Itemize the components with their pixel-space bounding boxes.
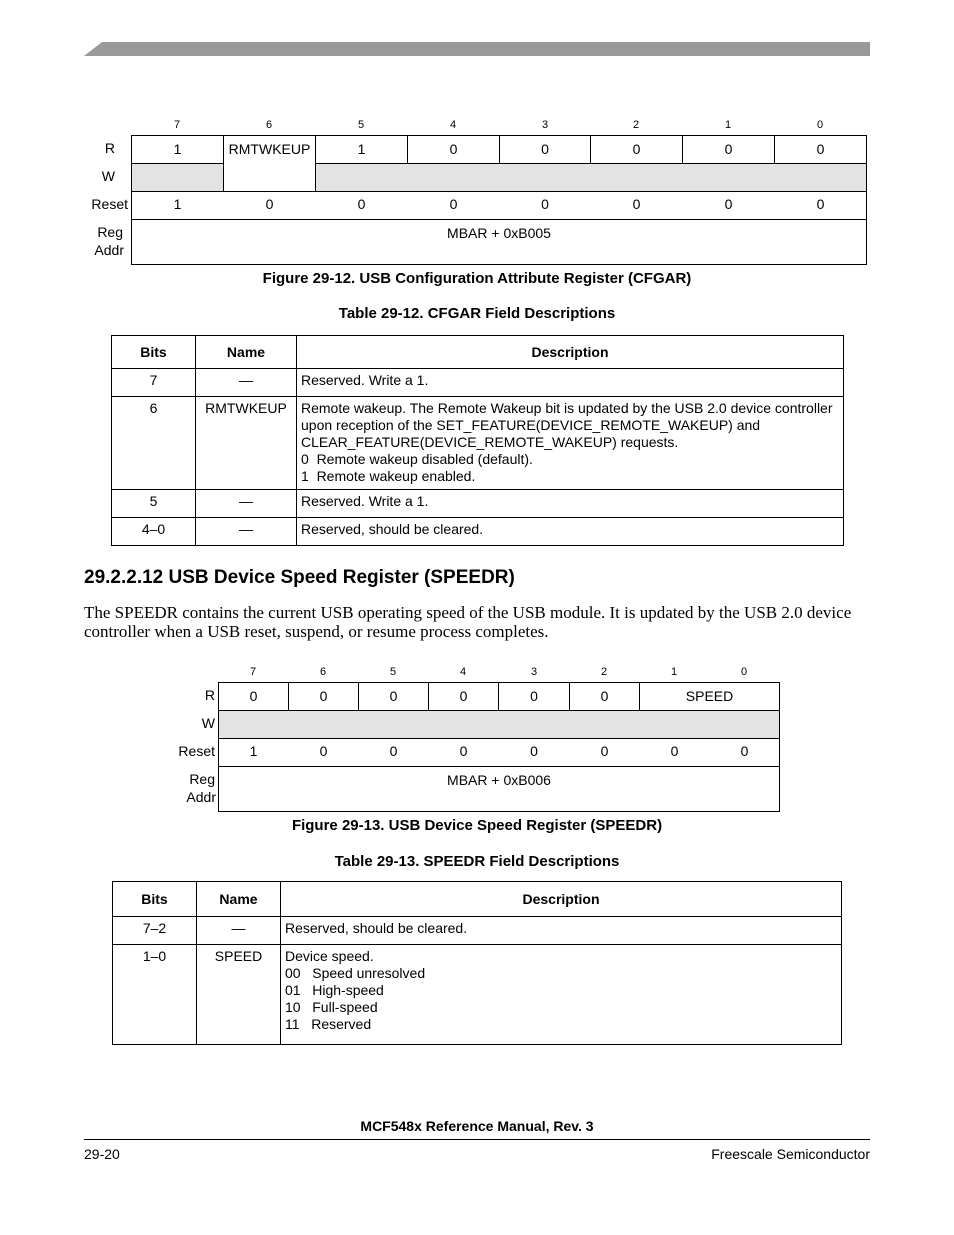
row-label-addr: Addr <box>94 242 124 258</box>
desc-line: Reserved, should be cleared. <box>285 920 468 936</box>
cell-name: RMTWKEUP <box>196 397 297 490</box>
r-bit-4: 0 <box>407 135 500 164</box>
section-paragraph: The SPEEDR contains the current USB operating speed of the USB module. It is updated by the USB 2.0 device controller when a USB reset, suspend, or resume process completes. <box>84 603 852 641</box>
table-row <box>112 518 844 546</box>
bit-number: 3 <box>530 666 538 678</box>
reset-bit-4: 0 <box>449 196 458 212</box>
row-label-addr: Addr <box>186 789 216 805</box>
r-bit-5: 0 <box>358 682 429 711</box>
table-row <box>113 945 842 1045</box>
reset-bit-5: 0 <box>389 743 398 759</box>
row-label-w: W <box>101 168 115 184</box>
reset-bit-6: 0 <box>265 196 274 212</box>
table-row <box>112 397 844 490</box>
header-description: Description <box>297 336 844 369</box>
row-label-r: R <box>204 687 215 703</box>
header-name: Name <box>197 882 281 917</box>
desc-line: 01 High-speed <box>285 982 384 998</box>
r-bit-5: 1 <box>315 135 408 164</box>
figure-caption: Figure 29-12. USB Configuration Attribute Register (CFGAR) <box>262 270 692 287</box>
r-bits-1-0-speed: SPEED <box>639 682 780 711</box>
cell-description <box>297 490 844 518</box>
cell-description <box>297 397 844 490</box>
r-bit-6: 0 <box>288 682 359 711</box>
r-bit-3: 0 <box>499 135 591 164</box>
bit-number: 6 <box>319 666 327 678</box>
header-description: Description <box>281 882 842 917</box>
r-bit-7: 0 <box>218 682 289 711</box>
table-header-row <box>112 336 844 369</box>
row-label-w: W <box>201 715 215 731</box>
reset-bit-3: 0 <box>541 196 549 212</box>
desc-line: Reserved. Write a 1. <box>301 372 429 388</box>
page-number: 29-20 <box>84 1146 120 1162</box>
reset-bit-1: 0 <box>670 743 679 759</box>
cell-bits: 5 <box>112 490 196 518</box>
section-heading: 29.2.2.12 USB Device Speed Register (SPEEDR) <box>84 567 515 588</box>
row-label-reg: Reg <box>97 224 123 240</box>
row-label-reg: Reg <box>189 771 215 787</box>
w-bits-5-0-shaded <box>315 163 867 192</box>
w-bit-7-shaded <box>131 163 224 192</box>
cfgar-field-table <box>111 335 844 546</box>
bit-number: 1 <box>724 119 732 131</box>
cell-name: — <box>196 518 297 546</box>
reset-bit-7: 1 <box>173 196 182 212</box>
reset-bit-7: 1 <box>249 743 258 759</box>
r-bit-7: 1 <box>131 135 224 164</box>
header-name: Name <box>196 336 297 369</box>
desc-line: Remote wakeup. The Remote Wakeup bit is updated by the USB 2.0 device controller <box>301 400 833 416</box>
bit-number: 5 <box>389 666 397 678</box>
desc-line: 10 Full-speed <box>285 999 378 1015</box>
footer-title: MCF548x Reference Manual, Rev. 3 <box>360 1118 594 1134</box>
figure-caption: Figure 29-13. USB Device Speed Register (SPEEDR) <box>291 817 663 834</box>
bit-number: 2 <box>632 119 640 131</box>
reset-bit-3: 0 <box>530 743 538 759</box>
cell-bits: 7–2 <box>113 917 197 945</box>
bit-number: 6 <box>265 119 273 131</box>
header-bits: Bits <box>112 336 196 369</box>
r-bit-4: 0 <box>428 682 499 711</box>
table-row <box>112 490 844 518</box>
reset-bit-2: 0 <box>600 743 609 759</box>
table-caption: Table 29-13. SPEEDR Field Descriptions <box>334 853 620 870</box>
bit-number: 2 <box>600 666 608 678</box>
reset-bit-4: 0 <box>459 743 468 759</box>
w-bits-shaded <box>218 710 780 739</box>
r-bit-0: 0 <box>774 135 867 164</box>
reset-bit-1: 0 <box>724 196 733 212</box>
row-label-reset: Reset <box>91 196 128 212</box>
bit-number: 0 <box>740 666 748 678</box>
speedr-field-table <box>112 881 842 1045</box>
cell-bits: 1–0 <box>113 945 197 1045</box>
r-bit-1: 0 <box>682 135 775 164</box>
desc-line: Reserved, should be cleared. <box>301 521 484 537</box>
cell-name: — <box>196 369 297 397</box>
reset-bit-0: 0 <box>740 743 749 759</box>
table-row <box>112 369 844 397</box>
desc-line: 00 Speed unresolved <box>285 965 426 981</box>
cell-description <box>297 518 844 546</box>
row-label-reset: Reset <box>178 743 215 759</box>
cell-name: SPEED <box>197 945 281 1045</box>
table-row <box>113 917 842 945</box>
reset-bit-6: 0 <box>319 743 328 759</box>
reset-bit-0: 0 <box>816 196 825 212</box>
cell-description <box>281 945 842 1045</box>
desc-line: upon reception of the SET_FEATURE(DEVICE_REMOTE_WAKEUP) and <box>301 417 761 433</box>
r-bit-2: 0 <box>569 682 640 711</box>
cell-description <box>281 917 842 945</box>
r-bit-6: RMTWKEUP <box>223 135 316 192</box>
cell-name: — <box>197 917 281 945</box>
cell-bits: 6 <box>112 397 196 490</box>
register-address: MBAR + 0xB006 <box>218 766 780 812</box>
cell-name: — <box>196 490 297 518</box>
bit-number: 3 <box>541 119 549 131</box>
cell-description <box>297 369 844 397</box>
bit-number: 0 <box>816 119 824 131</box>
desc-line: 11 Reserved <box>285 1016 372 1032</box>
header-bits: Bits <box>113 882 197 917</box>
desc-line: 0 Remote wakeup disabled (default). <box>301 451 533 467</box>
header-banner <box>84 42 870 56</box>
row-label-r: R <box>104 140 115 156</box>
bit-number: 7 <box>173 119 181 131</box>
desc-line: Device speed. <box>285 948 374 964</box>
desc-line: Reserved. Write a 1. <box>301 493 429 509</box>
cell-bits: 7 <box>112 369 196 397</box>
reset-bit-2: 0 <box>632 196 641 212</box>
desc-line: CLEAR_FEATURE(DEVICE_REMOTE_WAKEUP) requests. <box>301 434 679 450</box>
bit-number: 4 <box>459 666 467 678</box>
bit-number: 4 <box>449 119 457 131</box>
company-name: Freescale Semiconductor <box>711 1146 870 1162</box>
reset-bit-5: 0 <box>357 196 366 212</box>
cell-bits: 4–0 <box>112 518 196 546</box>
register-address: MBAR + 0xB005 <box>131 219 867 265</box>
desc-line: 1 Remote wakeup enabled. <box>301 468 476 484</box>
bit-number: 7 <box>249 666 257 678</box>
footer-divider <box>84 1139 870 1140</box>
bit-number: 1 <box>670 666 678 678</box>
r-bit-3: 0 <box>498 682 570 711</box>
r-bit-2: 0 <box>590 135 683 164</box>
table-header-row <box>113 882 842 917</box>
bit-number: 5 <box>357 119 365 131</box>
table-caption: Table 29-12. CFGAR Field Descriptions <box>338 305 616 322</box>
